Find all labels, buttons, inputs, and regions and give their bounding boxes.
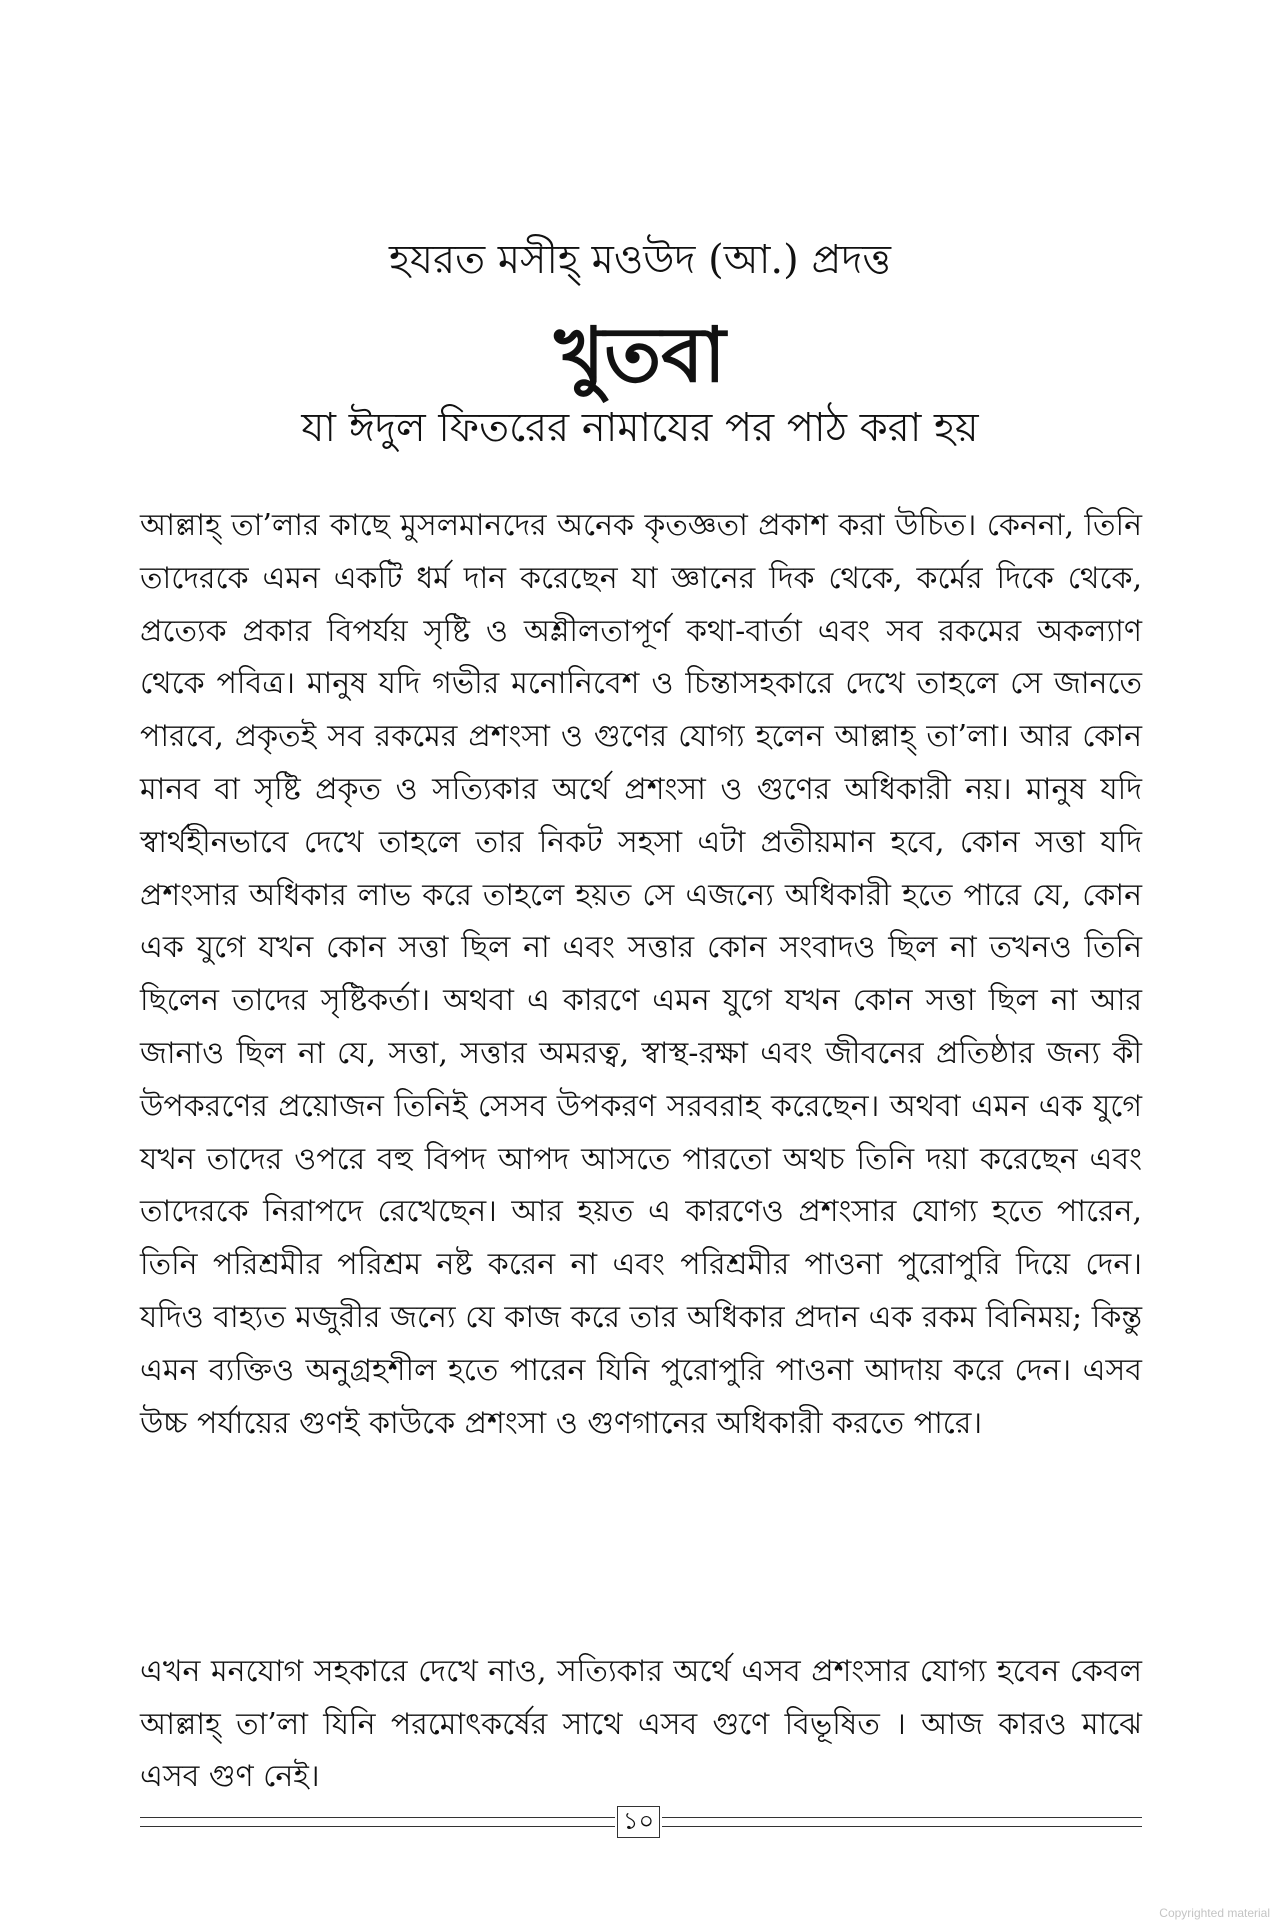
body-paragraph-1: আল্লাহ্ তা’লার কাছে মুসলমানদের অনেক কৃতজ্ঞতা প্রকাশ করা উচিত। কেননা, তিনি তাদেরকে এমন একটি ধর্ম দান করেছেন যা জ্ঞানের দিক থেকে, কর্মের দিকে থেকে, প্রত্যেক প্রকার বিপর্যয় সৃষ্টি ও অশ্লীলতাপূর্ণ কথা-বার্তা এবং সব রকমের অকল্যাণ থেকে পবিত্র। মানুষ যদি গভীর মনোনিবেশ ও চিন্তাসহকারে দেখে তাহলে সে জানতে পারবে, প্রকৃতই সব রকমের প্রশংসা ও গুণের যোগ্য হলেন আল্লাহ্ তা’লা। আর কোন মানব বা সৃষ্টি প্রকৃত ও সত্যিকার অর্থে প্রশংসা ও গুণের অধিকারী নয়। মানুষ যদি স্বার্থহীনভাবে দেখে তাহলে তার নিকট সহসা এটা প্রতীয়মান হবে, কোন সত্তা যদি প্রশংসার অধিকার লাভ করে তাহলে হয়ত সে এজন্যে অধিকারী হতে পারে যে, কোন এক যুগে যখন কোন সত্তা ছিল না এবং সত্তার কোন সংবাদও ছিল না তখনও তিনি ছিলেন তাদের সৃষ্টিকর্তা। অথবা এ কারণে এমন যুগে যখন কোন সত্তা ছিল না আর জানাও ছিল না যে, সত্তা, সত্তার অমরত্ব, স্বাস্থ-রক্ষা এবং জীবনের প্রতিষ্ঠার জন্য কী উপকরণের প্রয়োজন তিনিই সেসব উপকরণ সরবরাহ করেছেন। অথবা এমন এক যুগে যখন তাদের ওপরে বহু বিপদ আপদ আসতে পারতো অথচ তিনি দয়া করেছেন এবং তাদেরকে নিরাপদে রেখেছেন। আর হয়ত এ কারণেও প্রশংসার যোগ্য হতে পারেন, তিনি পরিশ্রমীর পরিশ্রম নষ্ট করেন না এবং পরিশ্রমীর পাওনা পুরোপুরি দিয়ে দেন। যদিও বাহ্যত মজুরীর জন্যে যে কাজ করে তার অধিকার প্রদান এক রকম বিনিময়; কিন্তু এমন ব্যক্তিও অনুগ্রহশীল হতে পারেন যিনি পুরোপুরি পাওনা আদায় করে দেন। এসব উচ্চ পর্যায়ের গুণই কাউকে প্রশংসা ও গুণগানের অধিকারী করতে পারে। <box>140 508 1142 1441</box>
footer-rule-right <box>662 1817 1142 1827</box>
footer-rule-left <box>140 1817 615 1827</box>
copyright-watermark: Copyrighted material <box>1159 1906 1270 1920</box>
book-subtitle: হযরত মসীহ্ মওউদ (আ.) প্রদত্ত <box>389 237 891 283</box>
page-number: ১০ <box>617 1806 660 1838</box>
page-title: খুতবা <box>554 310 726 399</box>
body-paragraph-2: এখন মনযোগ সহকারে দেখে নাও, সত্যিকার অর্থে এসব প্রশংসার যোগ্য হবেন কেবল আল্লাহ্ তা’লা যিনি পরমোৎকর্ষের সাথে এসব গুণে বিভূষিত । আজ কারও মাঝে এসব গুণ নেই। <box>140 1654 1142 1794</box>
page-tagline: যা ঈদুল ফিতরের নামাযের পর পাঠ করা হয় <box>301 405 979 451</box>
